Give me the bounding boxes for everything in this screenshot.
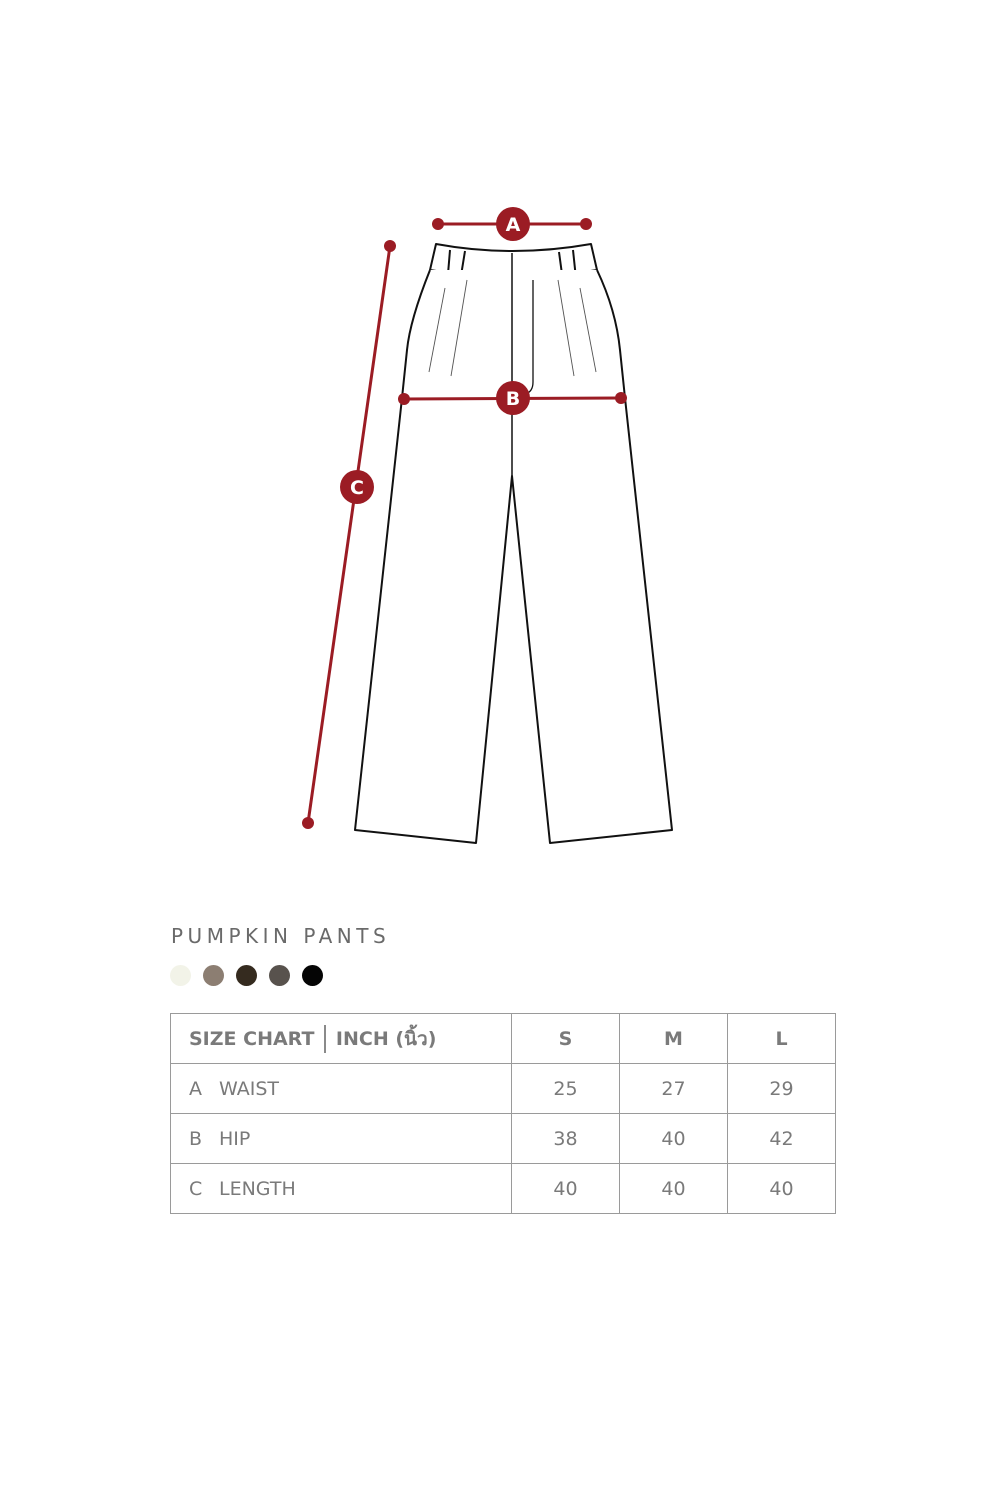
color-swatch-charcoal[interactable] bbox=[269, 965, 290, 986]
pants-outline bbox=[355, 244, 672, 843]
color-swatch-black[interactable] bbox=[302, 965, 323, 986]
row-label-hip bbox=[171, 1114, 512, 1164]
cell-value: 29 bbox=[728, 1064, 836, 1114]
color-swatch-cream[interactable] bbox=[170, 965, 191, 986]
color-swatch-dark-brown[interactable] bbox=[236, 965, 257, 986]
row-label: WAIST bbox=[219, 1077, 280, 1100]
marker-b-label: B bbox=[505, 388, 521, 410]
cell-value: 27 bbox=[620, 1064, 728, 1114]
marker-b bbox=[496, 381, 530, 415]
size-chart-table bbox=[170, 1013, 836, 1214]
cell-value: 40 bbox=[620, 1114, 728, 1164]
cell-value: 38 bbox=[512, 1114, 620, 1164]
color-swatches bbox=[170, 965, 323, 986]
size-column-m: M bbox=[620, 1014, 728, 1064]
size-column-s: S bbox=[512, 1014, 620, 1064]
table-row-length bbox=[171, 1164, 836, 1214]
row-label-length bbox=[171, 1164, 512, 1214]
header-divider bbox=[324, 1025, 326, 1053]
product-title: PUMPKIN PANTS bbox=[171, 924, 391, 948]
cell-value: 40 bbox=[728, 1164, 836, 1214]
row-label: LENGTH bbox=[219, 1177, 296, 1200]
row-code: C bbox=[189, 1177, 203, 1200]
size-chart-unit: INCH (นิ้ว) bbox=[335, 1027, 437, 1050]
table-header-row bbox=[171, 1014, 836, 1064]
size-column-l: L bbox=[728, 1014, 836, 1064]
cell-value: 40 bbox=[512, 1164, 620, 1214]
marker-c-label: C bbox=[350, 477, 364, 499]
size-chart-header bbox=[171, 1014, 512, 1064]
table-row-hip bbox=[171, 1114, 836, 1164]
cell-value: 42 bbox=[728, 1114, 836, 1164]
row-label-waist bbox=[171, 1064, 512, 1114]
marker-a-label: A bbox=[505, 214, 521, 236]
cell-value: 40 bbox=[620, 1164, 728, 1214]
row-label: HIP bbox=[219, 1127, 251, 1150]
color-swatch-taupe[interactable] bbox=[203, 965, 224, 986]
table-row-waist bbox=[171, 1064, 836, 1114]
cell-value: 25 bbox=[512, 1064, 620, 1114]
marker-a bbox=[496, 207, 530, 241]
marker-c bbox=[340, 470, 374, 504]
size-chart-title: SIZE CHART bbox=[189, 1027, 315, 1050]
row-code: A bbox=[189, 1077, 202, 1100]
row-code: B bbox=[189, 1127, 203, 1150]
